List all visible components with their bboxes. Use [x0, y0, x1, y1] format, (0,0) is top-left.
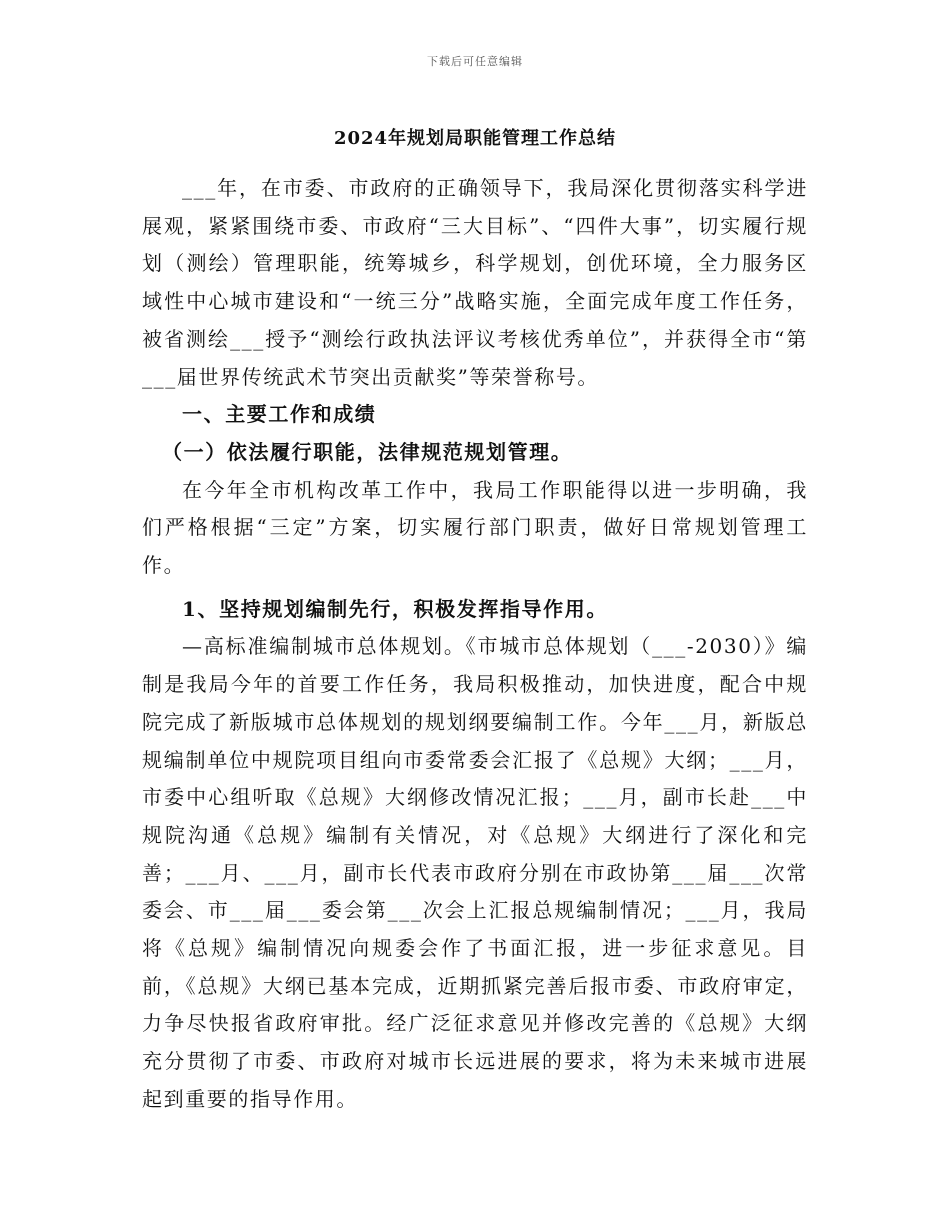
subsection-paragraph-1: 在今年全市机构改革工作中，我局工作职能得以进一步明确，我们严格根据“三定”方案，切实履行部门职责，做好日常规划管理工作。 [142, 477, 808, 578]
subsection-heading-1: （一）依法履行职能，法律规范规划管理。 [162, 439, 573, 464]
item-paragraph-1: —高标准编制城市总体规划。《市城市总体规划（___-2030）》编制是我局今年的首要工作任务，我局积极推动，加快进度，配合中规院完成了新版城市总体规划的规划纲要编制工作。今年___月，新版总规编制单位中规院项目组向市委常委会汇报了《总规》大纲；___月，市委中心组听取《总规》大纲修改情况汇报；___月，副市长赴___中规院沟通《总规》编制有关情况，对《总规》大纲进行了深化和完善；___月、___月，副市长代表市政府分别在市政协第___届___次常委会、市___届___委会第___次会上汇报总规编制情况；___月，我局将《总规》编制情况向规委会作了书面汇报，进一步征求意见。目前，《总规》大纲已基本完成，近期抓紧完善后报市委、市政府审定，力争尽快报省政府审批。经广泛征求意见并修改完善的《总规》大纲充分贯彻了市委、市政府对城市长远进展的要求，将为未来城市进展起到重要的指导作用。 [142, 634, 808, 1111]
header-note: 下载后可任意编辑 [427, 55, 523, 68]
item-heading-1: 1、坚持规划编制先行，积极发挥指导作用。 [182, 596, 608, 621]
intro-paragraph: ___年，在市委、市政府的正确领导下，我局深化贯彻落实科学进展观，紧紧围绕市委、市政府“三大目标”、“四件大事”，切实履行规划（测绘）管理职能，统筹城乡，科学规划，创优环境，全力服务区域性中心城市建设和“一统三分”战略实施，全面完成年度工作任务，被省测绘___授予“测绘行政执法评议考核优秀单位”，并获得全市“第___届世界传统武术节突出贡献奖”等荣誉称号。 [142, 176, 808, 389]
document-title: 2024年规划局职能管理工作总结 [333, 128, 617, 149]
section-heading-1: 一、主要工作和成绩 [182, 402, 377, 427]
document-body [142, 170, 808, 1119]
